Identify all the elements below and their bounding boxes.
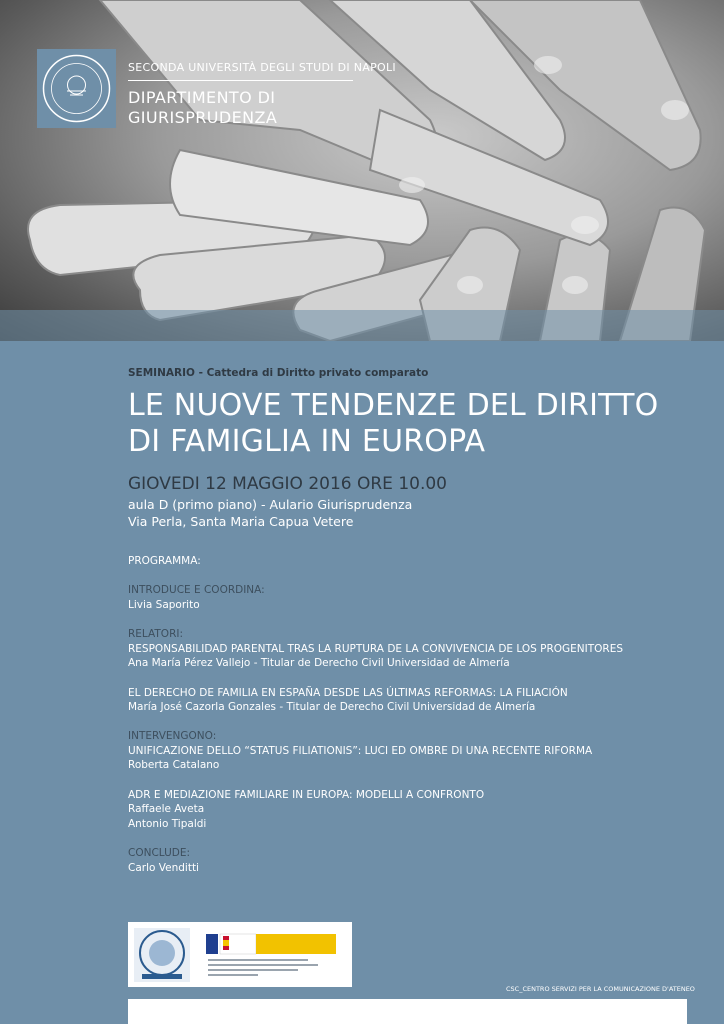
header-divider (128, 80, 353, 81)
event-title-line-1: LE NUOVE TENDENZE DEL DIRITTO (128, 388, 659, 423)
event-title-line-2: DI FAMIGLIA IN EUROPA (128, 424, 486, 459)
footer-bar (128, 999, 687, 1024)
footer-credit: CSC_CENTRO SERVIZI PER LA COMUNICAZIONE D'ATENEO (506, 985, 695, 993)
event-title (128, 388, 658, 460)
talk-2-title: EL DERECHO DE FAMILIA EN ESPAÑA DESDE LAS ÚLTIMAS REFORMAS: LA FILIACIÓN (128, 687, 568, 699)
university-logo (37, 49, 116, 128)
programma-heading: PROGRAMMA: (128, 555, 201, 567)
event-venue (128, 496, 412, 530)
talk-4-speaker-1: Raffaele Aveta (128, 803, 205, 815)
intervengono-label: INTERVENGONO: (128, 730, 217, 742)
department-name (128, 88, 277, 128)
hero-overlay-band (0, 310, 724, 341)
talk-1-speaker: Ana María Pérez Vallejo - Titular de Derecho Civil Universidad de Almería (128, 657, 510, 669)
talk-3-speaker: Roberta Catalano (128, 759, 220, 771)
event-kicker: SEMINARIO - Cattedra di Diritto privato comparato (128, 367, 429, 379)
talk-3-title: UNIFICAZIONE DELLO “STATUS FILIATIONIS”: LUCI ED OMBRE DI UNA RECENTE RIFORMA (128, 745, 593, 757)
conclude-name: Carlo Venditti (128, 862, 199, 874)
venue-line-2: Via Perla, Santa Maria Capua Vetere (128, 514, 354, 529)
sponsor-logos-graphic (128, 922, 352, 987)
conclude-label: CONCLUDE: (128, 847, 191, 859)
sponsor-logos (128, 922, 352, 987)
talk-2-speaker: María José Cazorla Gonzales - Titular de Derecho Civil Universidad de Almería (128, 701, 536, 713)
talk-4-title: ADR E MEDIAZIONE FAMILIARE IN EUROPA: MODELLI A CONFRONTO (128, 789, 485, 801)
talk-1-title: RESPONSABILIDAD PARENTAL TRAS LA RUPTURA DE LA CONVIVENCIA DE LOS PROGENITORES (128, 643, 624, 655)
introduce-name: Livia Saporito (128, 599, 200, 611)
department-line-1: DIPARTIMENTO DI (128, 88, 276, 107)
seal-icon (37, 49, 116, 128)
talk-4-speaker-2: Antonio Tipaldi (128, 818, 207, 830)
event-date: GIOVEDI 12 MAGGIO 2016 ORE 10.00 (128, 474, 447, 494)
venue-line-1: aula D (primo piano) - Aulario Giurisprudenza (128, 497, 413, 512)
university-name: SECONDA UNIVERSITÀ DEGLI STUDI DI NAPOLI (128, 61, 396, 74)
introduce-label: INTRODUCE E COORDINA: (128, 584, 265, 596)
department-line-2: GIURISPRUDENZA (128, 108, 278, 127)
relatori-label: RELATORI: (128, 628, 183, 640)
